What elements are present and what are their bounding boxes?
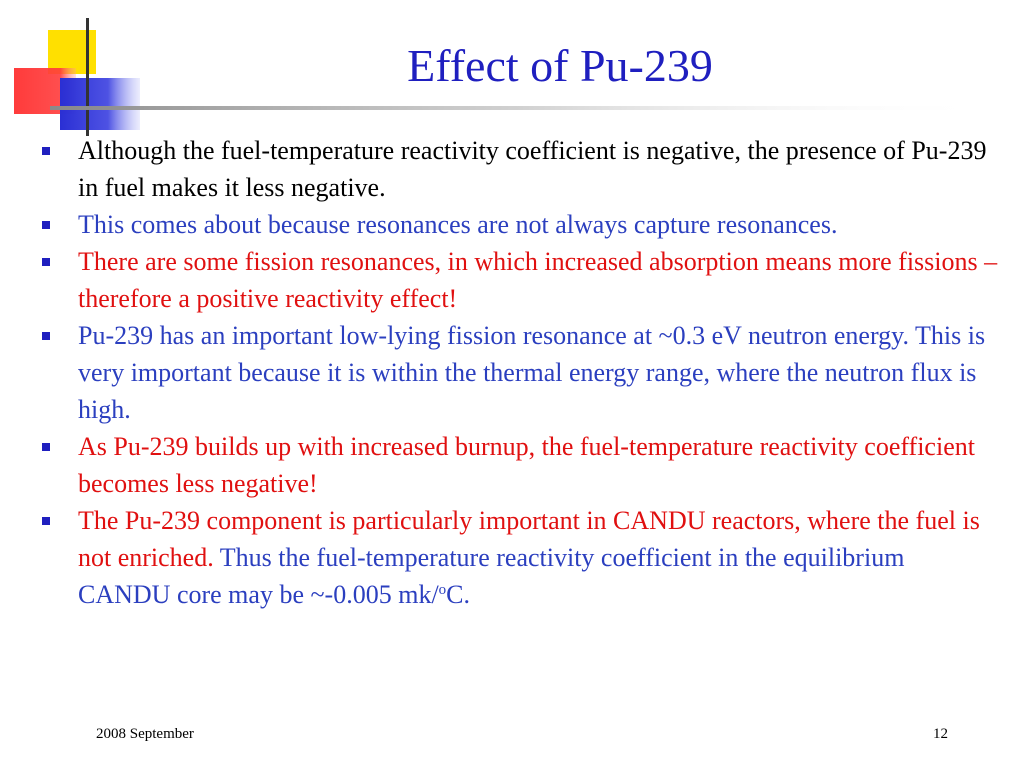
bullet-item-5 xyxy=(40,428,1000,502)
bullet-icon xyxy=(42,258,50,266)
bullet-icon xyxy=(42,443,50,451)
slide-logo xyxy=(0,0,160,150)
bullet-list xyxy=(40,132,1000,613)
bullet-text: Pu-239 has an important low-lying fission resonance at ~0.3 eV neutron energy. This is very important because it is within the thermal energy range, where the neutron flux is high. xyxy=(78,321,986,424)
bullet-icon xyxy=(42,147,50,155)
footer-page-number: 12 xyxy=(933,726,948,742)
bullet-text: There are some fission resonances, in which increased absorption means more fissions – therefore a positive reactivity effect! xyxy=(78,247,998,313)
title-divider xyxy=(50,106,990,112)
bullet-item-1 xyxy=(40,132,1000,206)
bullet-icon xyxy=(42,517,50,525)
bullet-text-blue-end: C. xyxy=(446,580,471,609)
bullet-text-red: The Pu-239 component is particularly important in CANDU reactors, where the fuel is not enriched. xyxy=(78,506,980,572)
footer-date: 2008 September xyxy=(96,726,194,742)
bullet-text: This comes about because resonances are not always capture resonances. xyxy=(78,210,838,239)
slide-title: Effect of Pu-239 xyxy=(407,40,713,91)
bullet-item-6 xyxy=(40,502,1000,613)
bullet-icon xyxy=(42,221,50,229)
degree-superscript: o xyxy=(438,582,447,598)
bullet-icon xyxy=(42,332,50,340)
bullet-item-3 xyxy=(40,243,1000,317)
bullet-item-2 xyxy=(40,206,1000,243)
bullet-item-4 xyxy=(40,317,1000,428)
bullet-text: As Pu-239 builds up with increased burnup, the fuel-temperature reactivity coefficient becomes less negative! xyxy=(78,432,975,498)
bullet-text-blue: Thus the fuel-temperature reactivity coefficient in the equilibrium CANDU core may be ~-0.005 mk/ xyxy=(78,543,905,609)
bullet-text: Although the fuel-temperature reactivity coefficient is negative, the presence of Pu-239 in fuel makes it less negative. xyxy=(78,136,987,202)
